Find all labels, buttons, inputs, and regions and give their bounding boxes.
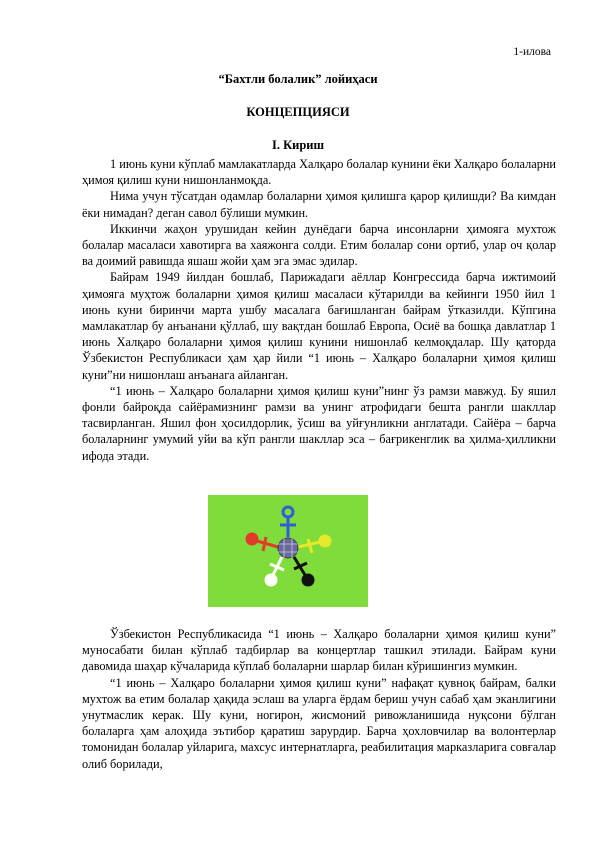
paragraph: “1 июнь – Халқаро болаларни ҳимоя қилиш куни”нинг ўз рамзи мавжуд. Бу яшил фонли байроқда сайёрамизнинг рамзи ва унинг атрофидаги бешта рангли шакллар тасвирланган. Яшил фон ҳосилдорлик, ўсиш ва уйғунликни англатади. Сайёра – барча болаларнинг умумий уйи ва кўп рангли шакллар эса – бағрикенглик ва ҳилма-ҳилликни ифода этади. [82, 383, 556, 463]
yellow-figure-icon [298, 536, 330, 553]
paragraph: Иккинчи жаҳон урушидан кейин дунёдаги барча инсонларни ҳимояга мухтож болалар масаласи хавотирга ва хаяжонга солди. Етим болалар сони ортиб, улар оч қолар ва доимий равишда яшаш жойи ҳам эга эмас эдилар. [82, 221, 556, 269]
white-figure-icon [266, 557, 284, 585]
project-title: “Бахтли болалик” лойиҳаси [218, 72, 378, 86]
flag-emblem [208, 495, 368, 607]
document-title: КОНЦЕПЦИЯСИ [246, 105, 350, 119]
black-figure-icon [294, 557, 313, 585]
childrens-day-flag [208, 495, 368, 607]
globe-icon [278, 538, 298, 558]
paragraph: Нима учун тўсатдан одамлар болаларни ҳимоя қилишга қарор қилишди? Ва кимдан ёки нимадан? деган савол бўлиши мумкин. [82, 189, 556, 220]
intro-text [82, 156, 556, 464]
red-figure-icon [247, 534, 278, 551]
section-heading: I. Кириш [271, 138, 325, 152]
annex-label: 1-илова [513, 46, 551, 58]
paragraph: Ўзбекистон Республикасида “1 июнь – Халқаро болаларни ҳимоя қилиш куни” муносабати билан кўплаб тадбирлар ва концертлар ташкил этилади. Байрам куни давомида шаҳар кўчаларида кўплаб болаларни шарлар билан кўришингиз мумкин. [82, 627, 556, 674]
paragraph: 1 июнь куни кўплаб мамлакатларда Халқаро болалар кунини ёки Халқаро болаларни ҳимоя қилиш куни нишонланмоқда. [82, 157, 556, 188]
paragraph: Байрам 1949 йилдан бошлаб, Парижадаги аёллар Конгрессида барча ижтимоий ҳимояга муҳтож болаларни ҳимоя қилиш масаласи кўтарилди ва кейинги 1950 йил 1 июнь куни биринчи марта ушбу масалага бағишланган байрам ўтказилди. Кўпгина мамлакатлар бу анъанани қўллаб, шу вақтдан бошлаб Европа, Осиё ва бошқа давлатлар 1 июнь Халқаро болаларни ҳимоя қилиш кунини нишонлаб келмоқдалар. Шу қаторда Ўзбекистон Республикаси ҳам ҳар йили “1 июнь – Халқаро болаларни ҳимоя қилиш куни”ни нишонлаш анъанага айланган. [82, 270, 556, 382]
events-text [82, 626, 556, 772]
paragraph: “1 июнь – Халқаро болаларни ҳимоя қилиш куни” нафақат қувноқ байрам, балки мухтож ва етим болалар ҳақида эслаш ва уларга ёрдам бериш учун сабаб ҳам эканлигини унутмаслик керак. Шу куни, ногирон, жисмоний ривожланишида нуқсони бўлган болаларга ҳам алоҳида эътибор қаратиш зарурдир. Барча ҳохловчилар ва волонтерлар томонидан болалар уйларига, махсус интернатларга, реабилитация марказларига совғалар олиб борилади, [82, 675, 556, 771]
blue-figure-icon [280, 507, 296, 537]
